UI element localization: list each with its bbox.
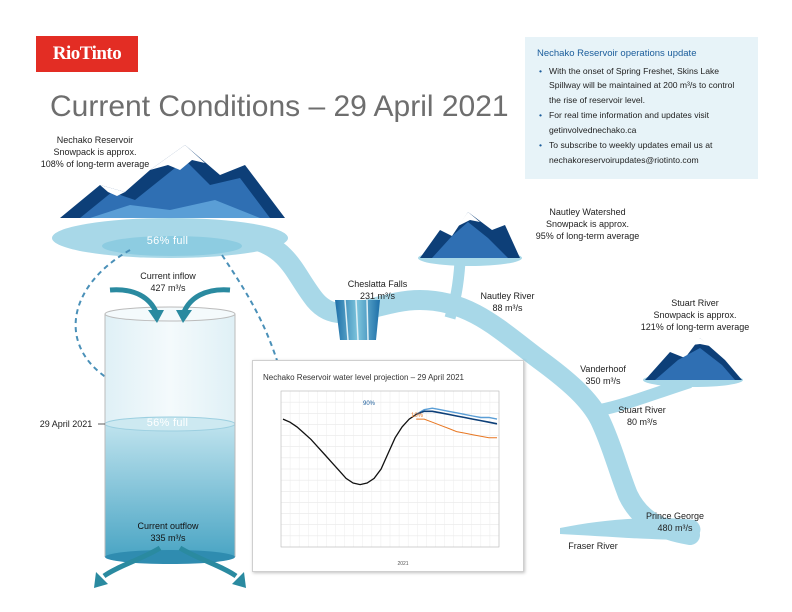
- update-item-website: • For real time information and updates visit getinvolvednechako.ca: [549, 108, 748, 137]
- cheslatta-label: [330, 278, 425, 302]
- stuart-watershed-pct: 121% of long-term average: [640, 322, 750, 332]
- page-title: Current Conditions – 29 April 2021: [50, 90, 509, 123]
- prince-george-label: [636, 510, 714, 534]
- nautley-watershed-line: Snowpack is approx.: [545, 219, 630, 229]
- inflow-label: [118, 270, 218, 294]
- cheslatta-value: 231 m³/s: [359, 291, 395, 301]
- inflow-title: Current inflow: [140, 271, 196, 281]
- outflow-value: 335 m³/s: [150, 533, 186, 543]
- fraser-river-label: Fraser River: [568, 541, 618, 551]
- stuart-river-value: 80 m³/s: [626, 417, 657, 427]
- chart-title: Nechako Reservoir water level projection – 29 April 2021: [263, 373, 464, 382]
- stuart-river-name: Stuart River: [618, 405, 666, 415]
- inflow-value: 427 m³/s: [150, 283, 186, 293]
- cheslatta-name: Cheslatta Falls: [347, 279, 408, 289]
- date-label: 29 April 2021: [39, 419, 93, 429]
- outflow-title: Current outflow: [137, 521, 199, 531]
- prince-george-name: Prince George: [645, 511, 705, 521]
- nechako-reservoir-name: Nechako Reservoir: [56, 135, 134, 145]
- annotation-10: 10%: [411, 413, 424, 419]
- cheslatta-falls: [335, 300, 380, 340]
- reservoir-full-label: 56% full: [146, 235, 189, 247]
- tank-full-label: 56% full: [146, 417, 189, 429]
- stuart-mountains: [643, 338, 743, 387]
- stuart-watershed-line: Snowpack is approx.: [653, 310, 737, 320]
- vanderhoof-value: 350 m³/s: [585, 376, 621, 386]
- prince-george-value: 480 m³/s: [657, 523, 693, 533]
- update-heading: Nechako Reservoir operations update: [537, 48, 697, 59]
- chart-plot: [253, 361, 523, 571]
- nechako-snowpack-pct: 108% of long-term average: [40, 159, 150, 169]
- series-line-90pct: [416, 408, 497, 419]
- update-item-spillway: • With the onset of Spring Freshet, Skins Lake Spillway will be maintained at 200 m³/s to control the rise of reservoir level.: [549, 64, 748, 108]
- stuart-river-label: [608, 404, 676, 428]
- annotation-90: 90%: [363, 401, 376, 407]
- nechako-snowpack-line: Snowpack is approx.: [53, 147, 137, 157]
- stuart-watershed-label: [635, 297, 755, 333]
- update-item-subscribe: • To subscribe to weekly updates email us at nechakoreservoirupdates@riotinto.com: [549, 138, 748, 167]
- nautley-watershed-label: [530, 206, 645, 242]
- nechako-reservoir-label: [40, 134, 150, 170]
- vanderhoof-label: [568, 363, 638, 387]
- vanderhoof-name: Vanderhoof: [580, 364, 626, 374]
- stuart-watershed-name: Stuart River: [671, 298, 719, 308]
- rio-tinto-logo: RioTinto: [36, 36, 138, 72]
- nautley-river-label: [470, 290, 545, 314]
- outflow-label: [118, 520, 218, 544]
- nautley-river-name: Nautley River: [480, 291, 535, 301]
- series-line-observed: [283, 414, 416, 484]
- nautley-watershed-name: Nautley Watershed: [549, 207, 626, 217]
- nautley-river-value: 88 m³/s: [492, 303, 523, 313]
- water-level-projection-chart: [252, 360, 524, 572]
- nautley-watershed-pct: 95% of long-term average: [535, 231, 640, 241]
- nautley-mountains: [418, 212, 522, 266]
- chart-x-label: 2021: [397, 561, 409, 567]
